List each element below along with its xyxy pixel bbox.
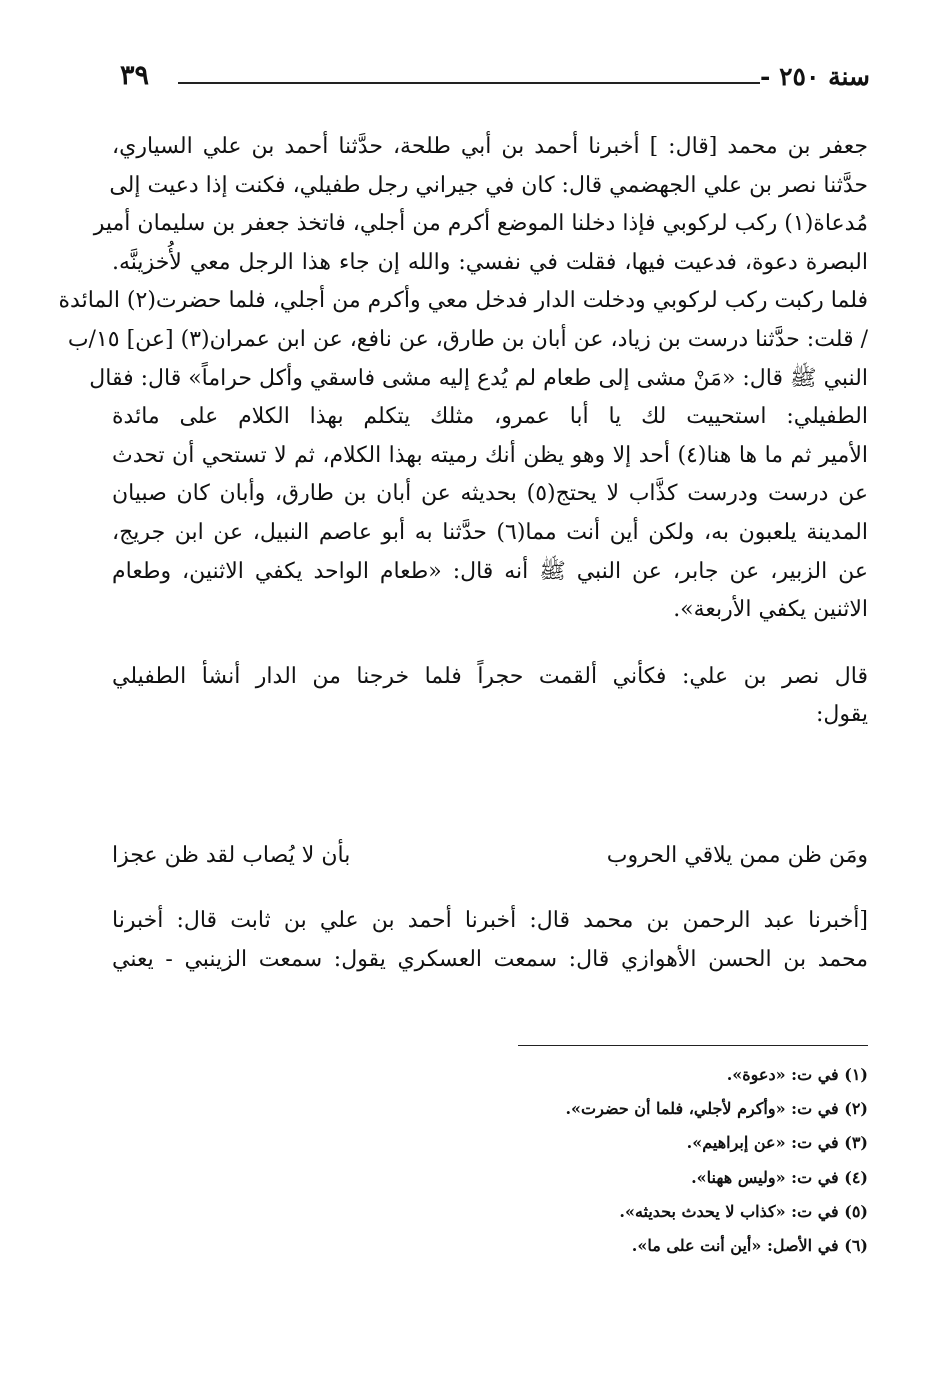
text-line: المدينة يلعبون به، ولكن أين أنت مما(٦) حدَّثنا به أبو عاصم النبيل، عن ابن جريج، [112, 519, 868, 545]
footnote: (٣) في ت: «عن إبراهيم». [686, 1133, 868, 1153]
footnote: (٦) في الأصل: «أين أنت على ما». [631, 1235, 868, 1255]
text-line: [أخبرنا عبد الرحمن بن محمد قال: أخبرنا أحمد بن علي بن ثابت قال: أخبرنا [112, 908, 868, 933]
text-line: يقول: [815, 702, 868, 728]
poem-verse [112, 836, 868, 876]
footnotes [300, 1058, 868, 1263]
verse-first-hemistich: ومَن ظن ممن يلاقي الحروب [606, 843, 868, 868]
verse-second-hemistich: بأن لا يُصاب لقد ظن عجزا [112, 843, 351, 868]
text-line: محمد بن الحسن الأهوازي قال: سمعت العسكري يقول: سمعت الزينبي - يعني [112, 946, 868, 972]
text-line: عن الزبير، عن جابر، عن النبي ﷺ أنه قال: «طعام الواحد يكفي الاثنين، وطعام [112, 558, 868, 584]
text-line: / قلت: حدَّثنا درست بن زياد، عن أبان بن طارق، عن نافع، عن ابن عمران(٣) [عن] ١٥/ب [67, 326, 868, 352]
running-header [120, 60, 870, 94]
main-text [58, 128, 868, 735]
text-line: البصرة دعوة، فدعيت فيها، فقلت في نفسي: والله إن جاء هذا الرجل معي لأُخزينَّه. [112, 249, 868, 275]
text-line: النبي ﷺ قال: «مَنْ مشى إلى طعام لم يُدع إليه مشى فاسقي وأكل حراماً» قال: فقال [89, 365, 868, 391]
text-line: الاثنين يكفي الأربعة». [673, 597, 868, 623]
text-line: حدَّثنا نصر بن علي الجهضمي قال: كان في جيراني رجل طفيلي، فكنت إذا دعيت إلى [109, 172, 868, 198]
footnote: (٤) في ت: «وليس ههنا». [691, 1167, 868, 1187]
footnote: (١) في ت: «دعوة». [726, 1065, 868, 1084]
text-line: جعفر بن محمد [قال: ] أخبرنا أحمد بن أبي طلحة، حدَّثنا أحمد بن علي السياري، [112, 134, 868, 159]
header-rule [178, 82, 760, 84]
text-line: قال نصر بن علي: فكأني ألقمت حجراً فلما خرجنا من الدار أنشأ الطفيلي [112, 663, 868, 689]
text-line: الطفيلي: استحييت لك يا أبا عمرو، مثلك يتكلم بهذا الكلام على مائدة [112, 404, 868, 430]
header-year-title: سنة ٢٥٠ - [760, 62, 870, 91]
paragraph-gap [112, 630, 868, 658]
footnote: (٥) في ت: «كذاب لا يحدث بحديثه». [619, 1201, 868, 1221]
text-line: الأمير ثم ما ها هنا(٤) أحد إلا وهو يظن أنك رميته بهذا الكلام، ثم لا تستحي أن تحدث [112, 442, 868, 468]
text-line: مُدعاة(١) ركب لركوبي فإذا دخلنا الموضع أكرم من أجلي، فاتخذ جعفر بن سليمان أمير [93, 211, 868, 237]
text-line: فلما ركبت ركب لركوبي ودخلت الدار فدخل معي وأكرم من أجلي، فلما حضرت(٢) المائدة [58, 288, 868, 314]
main-text-continued [112, 902, 868, 979]
footnote-separator [518, 1045, 868, 1046]
text-line: عن درست ودرست كذَّاب لا يحتج(٥) بحديثه عن أبان بن طارق، وأبان كان صبيان [112, 481, 868, 507]
page-number: ٣٩ [120, 60, 150, 91]
footnote: (٢) في ت: «وأكرم لأجلي، فلما أن حضرت». [565, 1099, 868, 1119]
